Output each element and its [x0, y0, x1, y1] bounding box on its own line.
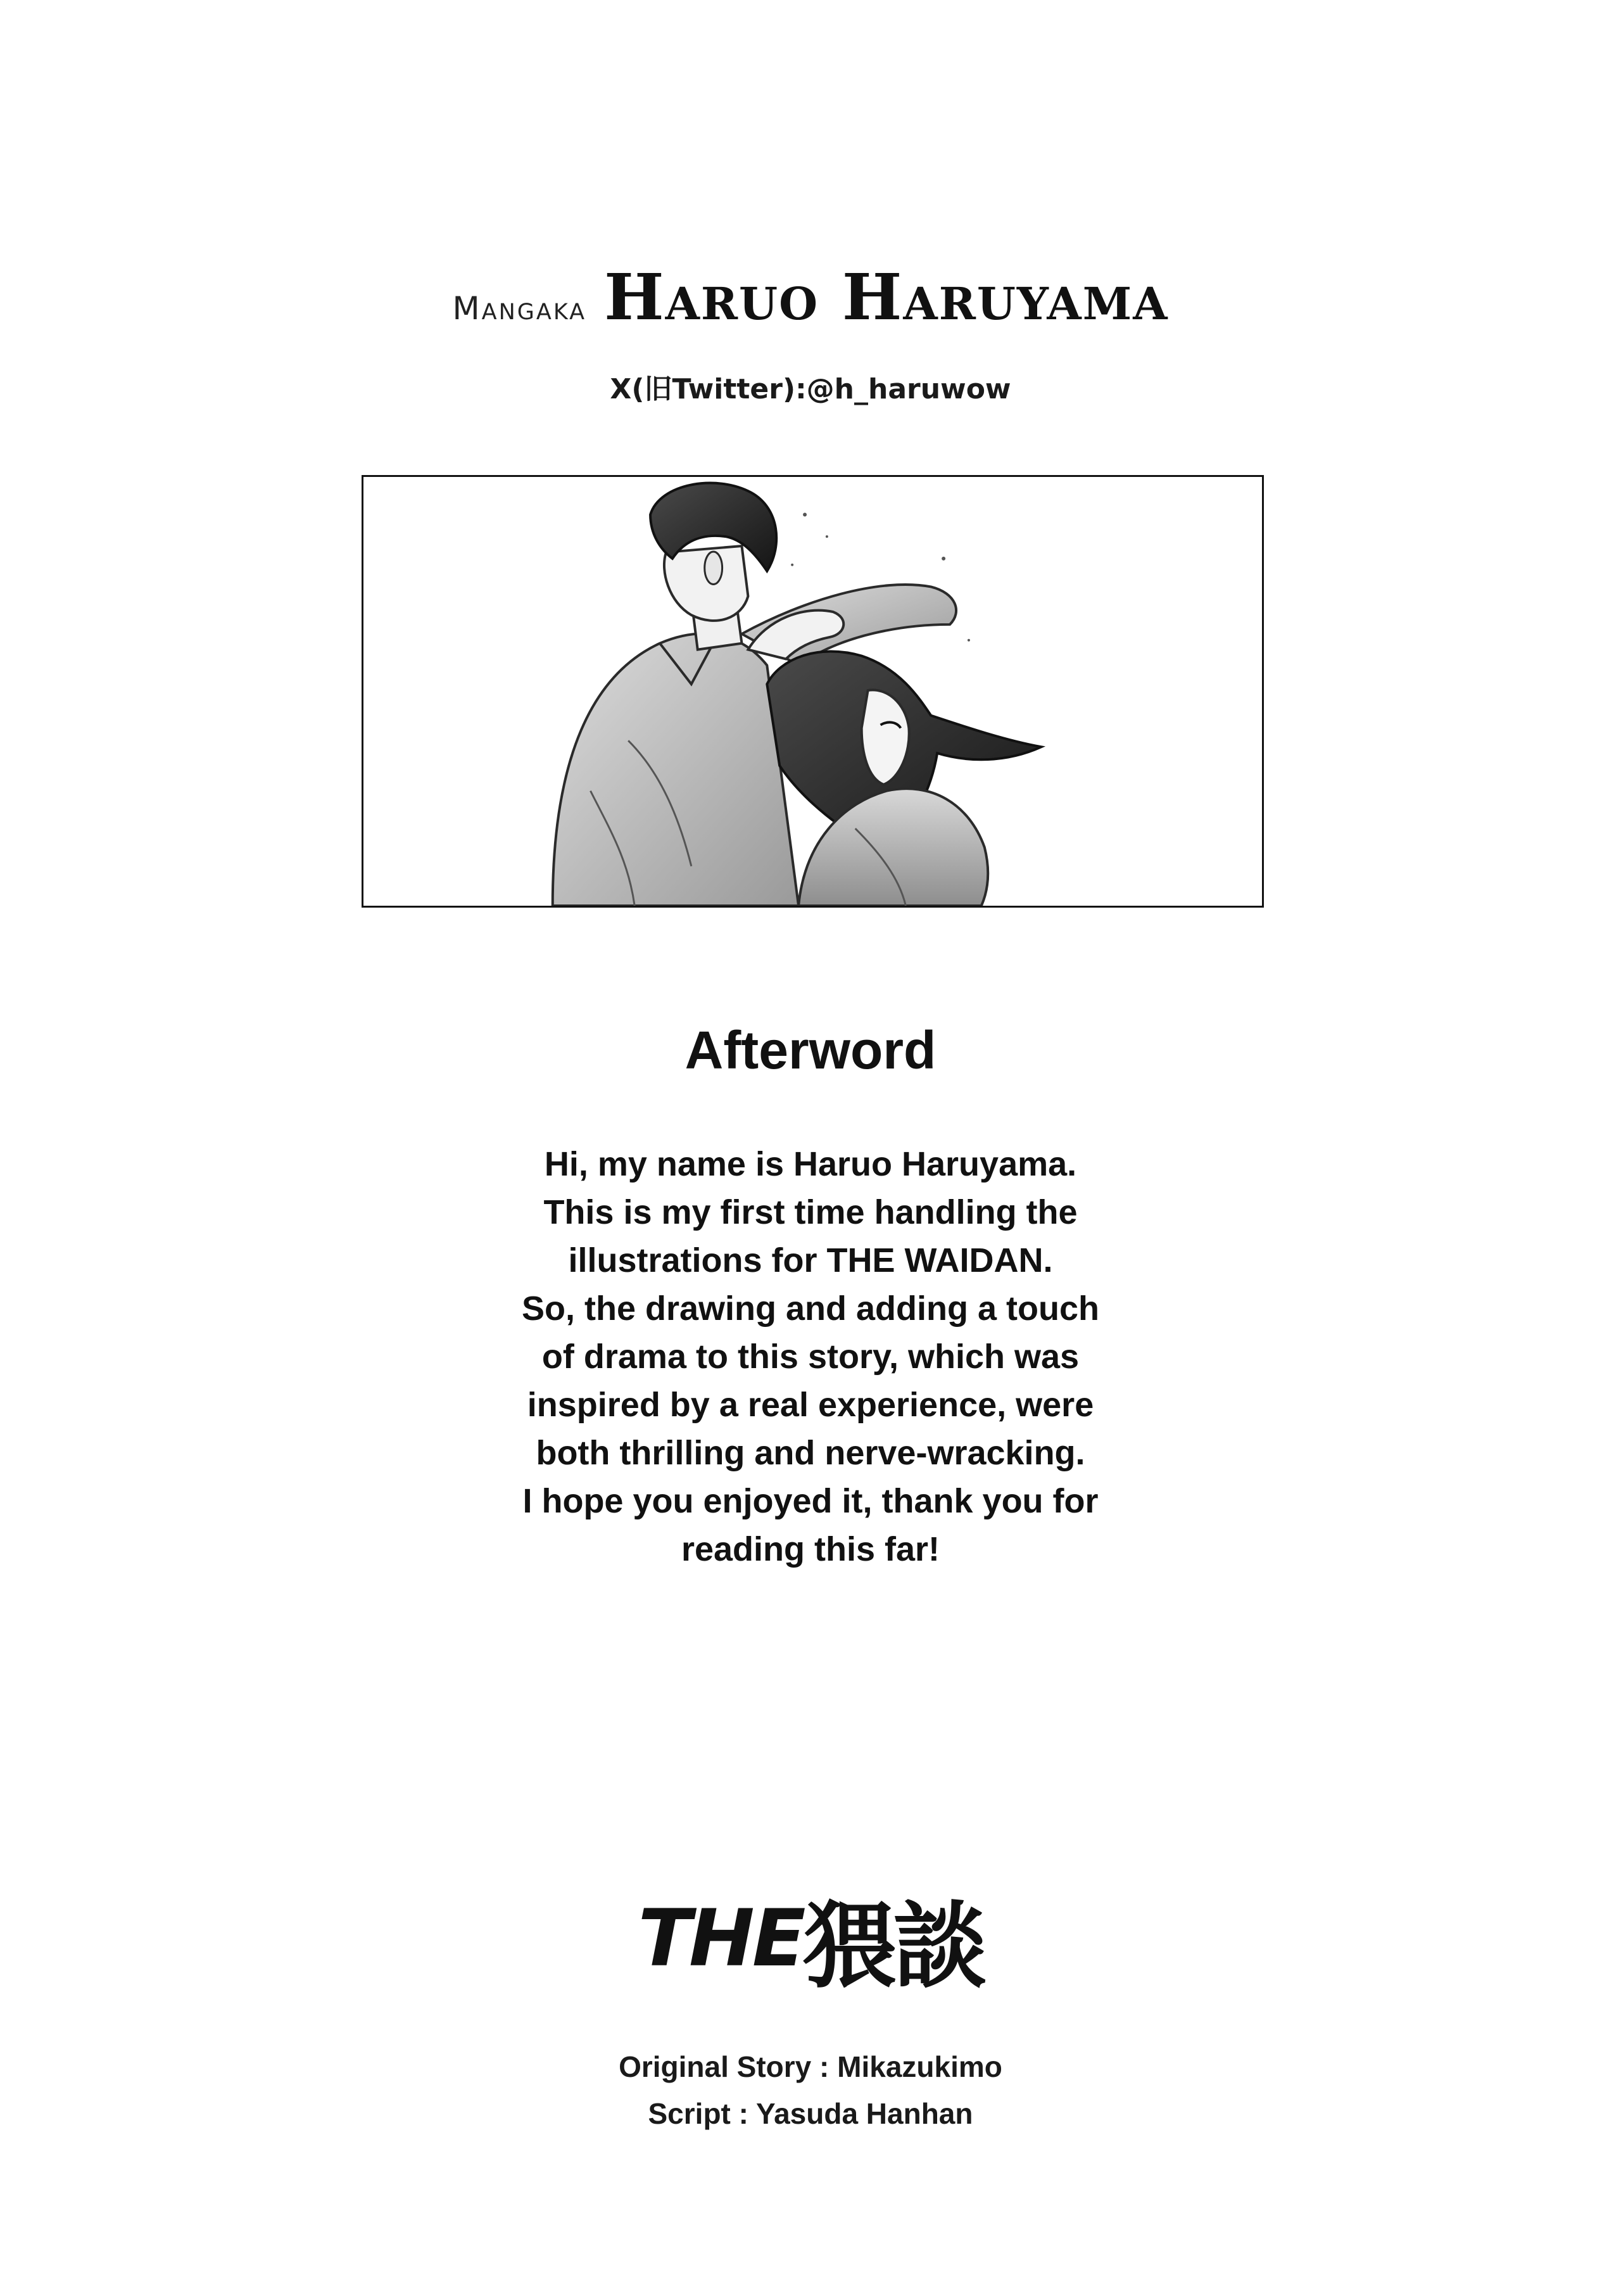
afterword-line: I hope you enjoyed it, thank you for	[522, 1482, 1099, 1520]
social-handle: X(旧Twitter):@h_haruwow	[610, 373, 1011, 405]
couple-embrace-illustration	[363, 477, 1262, 906]
afterword-line: both thrilling and nerve-wracking.	[536, 1434, 1085, 1472]
credit-label: Script	[648, 2097, 731, 2130]
afterword-line: So, the drawing and adding a touch	[521, 1290, 1099, 1328]
afterword-line: reading this far!	[681, 1530, 940, 1568]
logo-kanji-text: 猥談	[803, 1892, 983, 2001]
afterword-title: Afterword	[684, 1020, 937, 1080]
afterword-line: of drama to this story, which was	[541, 1338, 1080, 1376]
afterword-line: illustrations for THE WAIDAN.	[568, 1241, 1053, 1279]
afterword-line: This is my first time handling the	[543, 1193, 1078, 1231]
credit-original-story: Original Story : Mikazukimo	[619, 2050, 1002, 2083]
credit-value: Yasuda Hanhan	[755, 2097, 973, 2130]
series-logo	[0, 1872, 1621, 2006]
illustration-panel	[362, 475, 1264, 908]
logo-latin-text: THE	[638, 1893, 804, 1984]
artist-credit-header	[0, 260, 1621, 334]
afterword-line: inspired by a real experience, were	[527, 1386, 1094, 1424]
credit-script: Script : Yasuda Hanhan	[648, 2097, 973, 2130]
artist-name: Haruo Haruyama	[604, 260, 1169, 334]
role-label: Mangaka	[452, 290, 587, 327]
afterword-body	[431, 1140, 1190, 1573]
staff-credits	[0, 2043, 1621, 2137]
credit-value: Mikazukimo	[837, 2050, 1002, 2083]
afterword-line: Hi, my name is Haruo Haruyama.	[544, 1145, 1077, 1183]
credit-label: Original Story	[619, 2050, 812, 2083]
